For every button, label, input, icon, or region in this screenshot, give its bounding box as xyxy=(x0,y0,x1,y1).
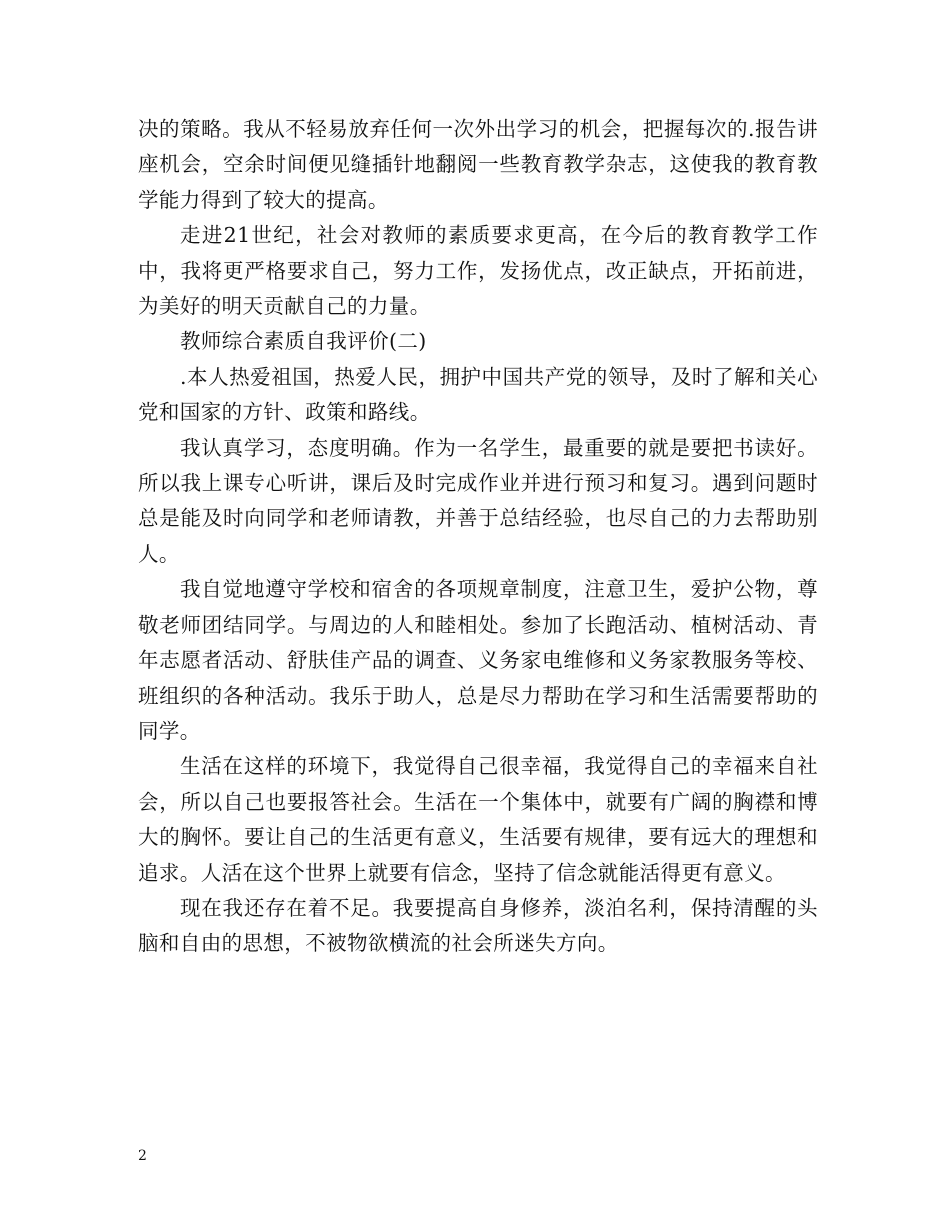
paragraph-1: 决的策略。我从不轻易放弃任何一次外出学习的机会，把握每次的.报告讲座机会，空余时间便见缝插针地翻阅一些教育教学杂志，这使我的教育教学能力得到了较大的提高。 xyxy=(138,117,818,212)
paragraph-7: 生活在这样的环境下，我觉得自己很幸福，我觉得自己的幸福来自社会，所以自己也要报答社会。生活在一个集体中，就要有广阔的胸襟和博大的胸怀。要让自己的生活更有意义，生活要有规律，要有远大的理想和追求。人活在这个世界上就要有信念，坚持了信念就能活得更有意义。 xyxy=(138,754,818,885)
page-number: 2 xyxy=(138,1148,147,1164)
paragraph-4: .本人热爱祖国，热爱人民，拥护中国共产党的领导，及时了解和关心党和国家的方针、政策和路线。 xyxy=(138,364,818,425)
document-body xyxy=(138,112,818,962)
paragraph-5: 我认真学习，态度明确。作为一名学生，最重要的就是要把书读好。所以我上课专心听讲，课后及时完成作业并进行预习和复习。遇到问题时总是能及时向同学和老师请教，并善于总结经验，也尽自己的力去帮助别人。 xyxy=(138,435,818,566)
section-heading: 教师综合素质自我评价(二) xyxy=(180,329,427,354)
paragraph-2: 走进21世纪，社会对教师的素质要求更高，在今后的教育教学工作中，我将更严格要求自己，努力工作，发扬优点，改正缺点，开拓前进，为美好的明天贡献自己的力量。 xyxy=(138,223,818,319)
paragraph-8: 现在我还存在着不足。我要提高自身修养，淡泊名利，保持清醒的头脑和自由的思想，不被物欲横流的社会所迷失方向。 xyxy=(138,895,818,956)
paragraph-6: 我自觉地遵守学校和宿舍的各项规章制度，注意卫生，爱护公物，尊敬老师团结同学。与周边的人和睦相处。参加了长跑活动、植树活动、青年志愿者活动、舒肤佳产品的调查、义务家电维修和义务家教服务等校、班组织的各种活动。我乐于助人，总是尽力帮助在学习和生活需要帮助的同学。 xyxy=(138,577,818,743)
